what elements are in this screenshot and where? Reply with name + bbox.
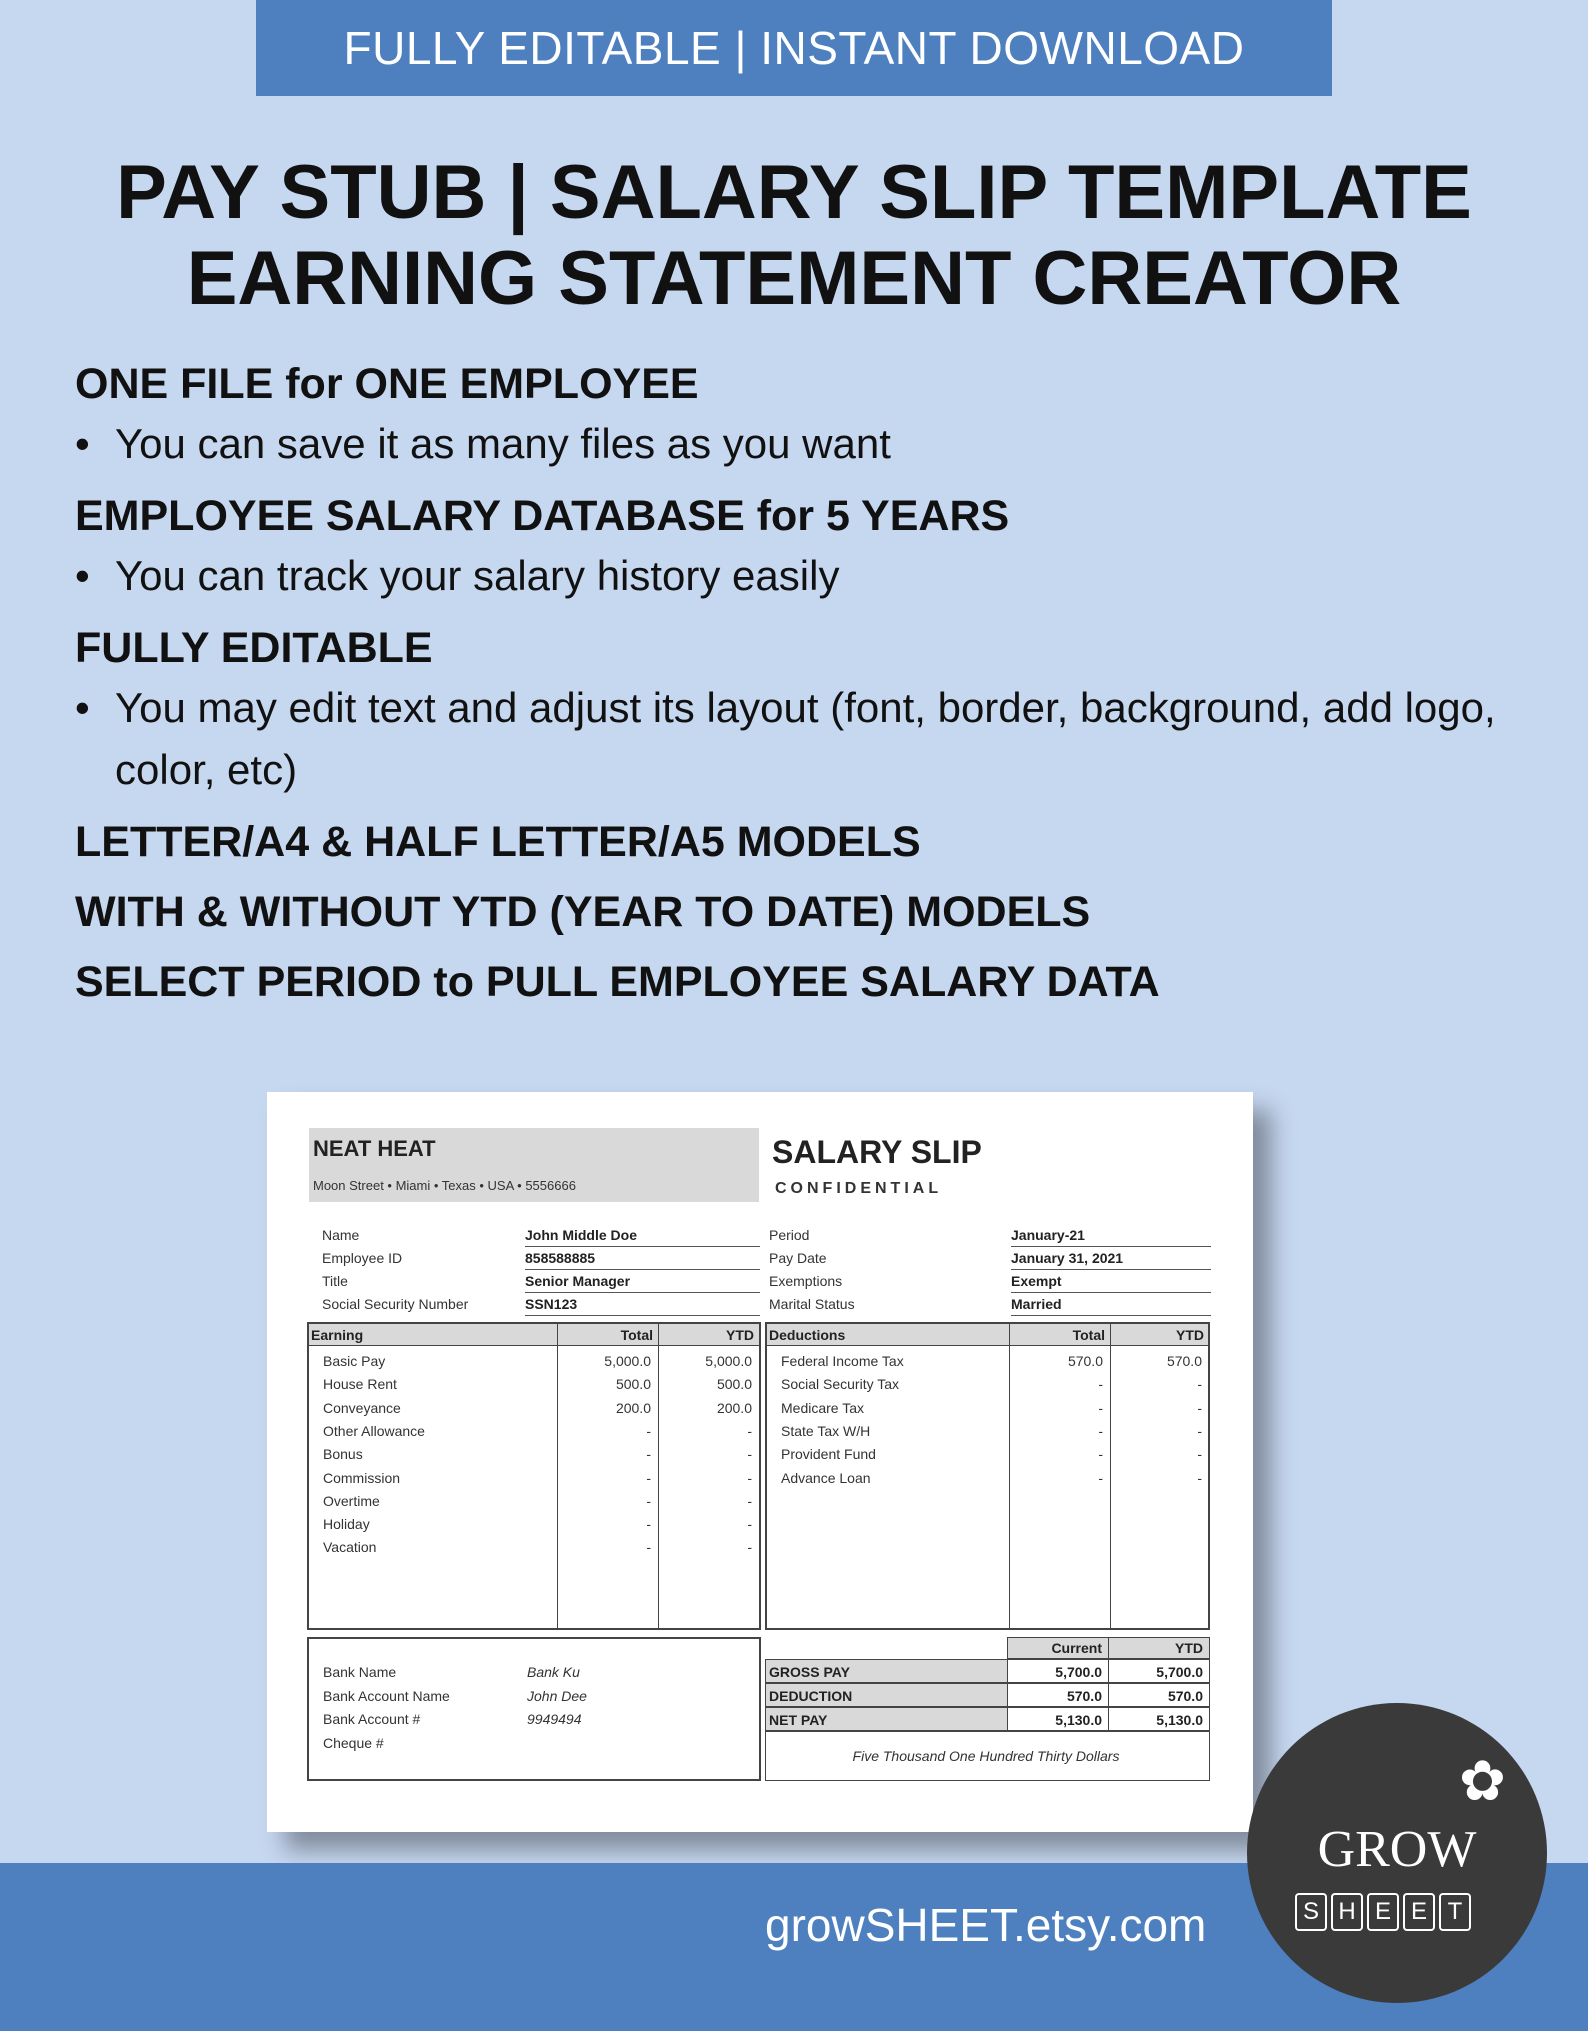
earning-label: Vacation bbox=[323, 1539, 377, 1556]
slip-title: SALARY SLIP bbox=[772, 1134, 982, 1170]
salary-slip-preview bbox=[267, 1092, 1253, 1832]
info-row: Pay Date January 31, 2021 bbox=[769, 1247, 1209, 1269]
summary-label: GROSS PAY bbox=[765, 1659, 1008, 1683]
deduction-total: - bbox=[1098, 1376, 1103, 1393]
deduction-total: - bbox=[1098, 1422, 1103, 1439]
deduction-label: State Tax W/H bbox=[781, 1422, 871, 1439]
deduction-total: - bbox=[1098, 1446, 1103, 1463]
company-address: Moon Street • Miami • Texas • USA • 5556666 bbox=[313, 1178, 576, 1193]
summary-label: NET PAY bbox=[765, 1707, 1008, 1731]
amount-in-words: Five Thousand One Hundred Thirty Dollars bbox=[852, 1748, 1120, 1764]
summary-label: DEDUCTION bbox=[765, 1683, 1008, 1707]
bullet-icon: • bbox=[75, 552, 90, 599]
earning-label: Other Allowance bbox=[323, 1422, 425, 1439]
column-divider bbox=[557, 1324, 558, 1628]
company-name: NEAT HEAT bbox=[313, 1136, 436, 1161]
earning-total: - bbox=[646, 1469, 651, 1486]
company-header bbox=[309, 1128, 759, 1202]
deduction-label: Federal Income Tax bbox=[781, 1353, 904, 1369]
deduction-label: Social Security Tax bbox=[781, 1376, 900, 1393]
deduction-label: Medicare Tax bbox=[781, 1399, 865, 1416]
feature-heading-3: FULLY EDITABLE bbox=[75, 624, 433, 672]
bank-value: 9949494 bbox=[527, 1711, 582, 1727]
earning-total: 5,000.0 bbox=[604, 1353, 651, 1369]
earning-label: Holiday bbox=[323, 1516, 370, 1533]
info-row: Name John Middle Doe bbox=[322, 1224, 762, 1246]
deduction-label: Advance Loan bbox=[781, 1469, 871, 1486]
earning-total: - bbox=[646, 1516, 651, 1533]
bank-details bbox=[307, 1637, 761, 1781]
earning-ytd: - bbox=[747, 1516, 752, 1533]
deduction-ytd: - bbox=[1197, 1446, 1202, 1463]
feature-heading-4: LETTER/A4 & HALF LETTER/A5 MODELS bbox=[75, 818, 921, 866]
deduction-total: - bbox=[1098, 1469, 1103, 1486]
info-row: Social Security Number SSN123 bbox=[322, 1293, 762, 1315]
earning-label: Basic Pay bbox=[323, 1353, 386, 1369]
earning-label: Overtime bbox=[323, 1492, 380, 1509]
earning-total: - bbox=[646, 1492, 651, 1509]
deduction-total: - bbox=[1098, 1399, 1103, 1416]
feature-list bbox=[75, 355, 1555, 1011]
earning-ytd: 5,000.0 bbox=[705, 1353, 752, 1369]
logo-grow-text: GROW bbox=[1317, 1821, 1477, 1878]
bank-label: Bank Account Name bbox=[323, 1687, 450, 1704]
info-row: Period January-21 bbox=[769, 1224, 1209, 1246]
amount-in-words-box bbox=[765, 1731, 1210, 1781]
feature-heading-1: ONE FILE for ONE EMPLOYEE bbox=[75, 360, 699, 408]
column-divider bbox=[658, 1324, 659, 1628]
growsheet-logo bbox=[1247, 1703, 1547, 2003]
bullet-icon: • bbox=[75, 420, 90, 467]
flower-icon: ✿ bbox=[1459, 1749, 1506, 1812]
summary-ytd: 5,700.0 bbox=[1108, 1659, 1210, 1683]
feature-heading-5: WITH & WITHOUT YTD (YEAR TO DATE) MODELS bbox=[75, 888, 1091, 936]
deductions-table: Deductions Total YTD Federal Income Tax 570.0 570.0 Social Security Tax - - Medicare Tax - - State Tax W/H - - Provident Fund - - Advance Loan - - bbox=[765, 1322, 1210, 1630]
info-row: Employee ID 858588885 bbox=[322, 1247, 762, 1269]
info-row: Marital Status Married bbox=[769, 1293, 1209, 1315]
title-line-2: EARNING STATEMENT CREATOR bbox=[186, 236, 1402, 321]
feature-heading-6: SELECT PERIOD to PULL EMPLOYEE SALARY DATA bbox=[75, 958, 1160, 1006]
top-banner: FULLY EDITABLE | INSTANT DOWNLOAD bbox=[256, 0, 1332, 96]
earnings-table: Earning Total YTD Basic Pay 5,000.0 5,000.0 House Rent 500.0 500.0 Conveyance 200.0 200.0 Other Allowance - - Bonus - - Commission - - Overtime - - Holiday - - Vacation - - bbox=[307, 1322, 761, 1630]
logo-sheet-text: S H E E T bbox=[1295, 1893, 1471, 1931]
deduction-ytd: - bbox=[1197, 1399, 1202, 1416]
earning-ytd: - bbox=[747, 1446, 752, 1463]
pay-summary: Current YTD GROSS PAY 5,700.0 5,700.0 DEDUCTION 570.0 570.0 NET PAY 5,130.0 5,130.0 Five Thousand One Hundred Thirty Dollars bbox=[765, 1637, 1210, 1781]
slip-subtitle: CONFIDENTIAL bbox=[775, 1180, 943, 1197]
earning-total: - bbox=[646, 1422, 651, 1439]
main-title bbox=[0, 150, 1588, 322]
info-row: Title Senior Manager bbox=[322, 1270, 762, 1292]
earning-ytd: 500.0 bbox=[716, 1376, 752, 1393]
feature-bullet-1: • You can save it as many files as you want bbox=[75, 413, 1555, 475]
feature-bullet-2: • You can track your salary history easily bbox=[75, 545, 1555, 607]
earning-label: Conveyance bbox=[323, 1399, 401, 1416]
earning-label: Commission bbox=[323, 1469, 401, 1486]
summary-ytd: 5,130.0 bbox=[1108, 1707, 1210, 1731]
bank-value: John Dee bbox=[527, 1687, 587, 1704]
bullet-icon: • bbox=[75, 684, 90, 731]
earning-total: - bbox=[646, 1446, 651, 1463]
deduction-label: Provident Fund bbox=[781, 1446, 876, 1463]
deduction-ytd: - bbox=[1197, 1422, 1202, 1439]
earning-ytd: - bbox=[747, 1422, 752, 1439]
earning-label: Bonus bbox=[323, 1446, 363, 1463]
deduction-ytd: - bbox=[1197, 1376, 1202, 1393]
column-divider bbox=[1009, 1324, 1010, 1628]
earning-total: 200.0 bbox=[615, 1399, 651, 1416]
earning-ytd: 200.0 bbox=[716, 1399, 752, 1416]
earning-ytd: - bbox=[747, 1469, 752, 1486]
earning-total: - bbox=[646, 1539, 651, 1556]
deduction-ytd: - bbox=[1197, 1469, 1202, 1486]
column-divider bbox=[1110, 1324, 1111, 1628]
bank-value: Bank Ku bbox=[527, 1664, 580, 1680]
earning-label: House Rent bbox=[323, 1376, 397, 1393]
feature-heading-2: EMPLOYEE SALARY DATABASE for 5 YEARS bbox=[75, 492, 1010, 540]
deduction-ytd: 570.0 bbox=[1166, 1353, 1202, 1369]
summary-current: 570.0 bbox=[1007, 1683, 1109, 1707]
info-row: Exemptions Exempt bbox=[769, 1270, 1209, 1292]
summary-current: 5,700.0 bbox=[1007, 1659, 1109, 1683]
feature-bullet-3: • You may edit text and adjust its layout (font, border, background, add logo, color, etc) bbox=[75, 677, 1515, 801]
bank-label: Bank Account # bbox=[323, 1711, 421, 1727]
earning-total: 500.0 bbox=[615, 1376, 651, 1393]
summary-current: 5,130.0 bbox=[1007, 1707, 1109, 1731]
summary-ytd: 570.0 bbox=[1108, 1683, 1210, 1707]
bank-label: Cheque # bbox=[323, 1734, 384, 1751]
earning-ytd: - bbox=[747, 1492, 752, 1509]
deduction-total: 570.0 bbox=[1067, 1353, 1103, 1369]
bank-label: Bank Name bbox=[323, 1664, 397, 1680]
title-line-1: PAY STUB | SALARY SLIP TEMPLATE bbox=[116, 150, 1472, 235]
shop-url[interactable]: growSHEET.etsy.com bbox=[765, 1899, 1207, 1951]
earning-ytd: - bbox=[747, 1539, 752, 1556]
